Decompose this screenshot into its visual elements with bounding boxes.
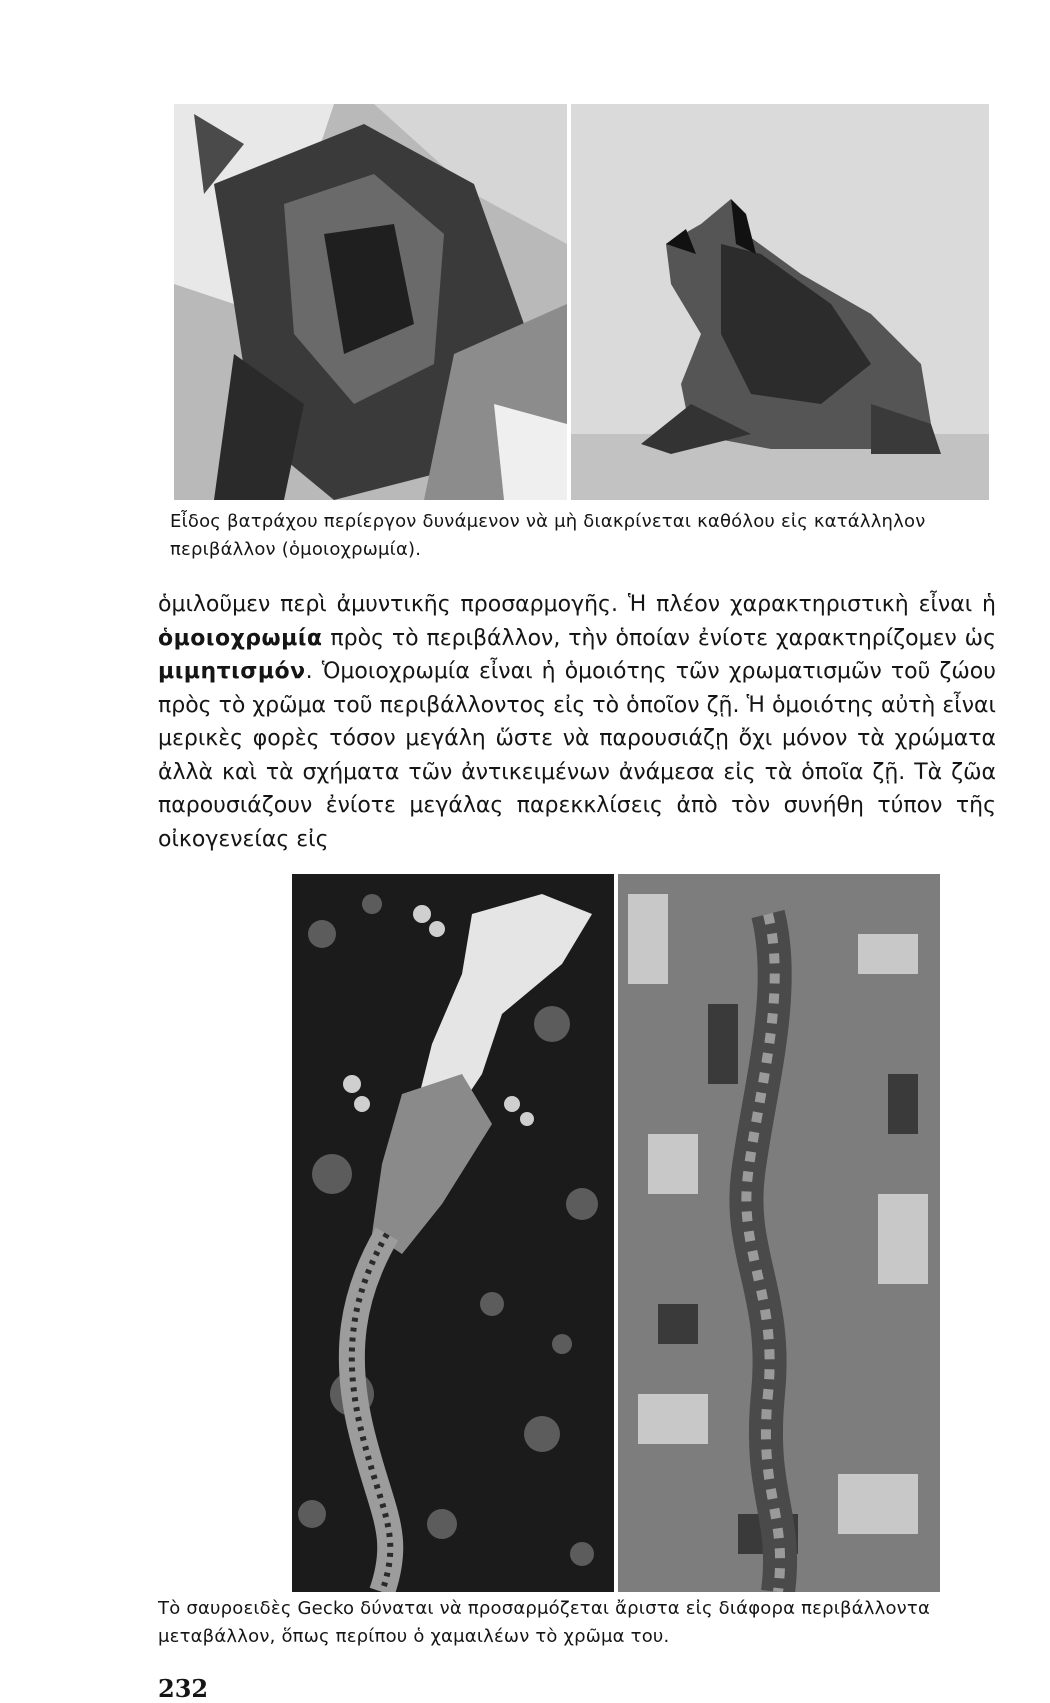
body-text-part-2: πρὸς τὸ περιβάλλον, τὴν ὁποίαν ἐνίοτε χαρακτηρίζομεν ὡς	[322, 625, 996, 651]
term-homochromy: ὁμοιοχρωμία	[158, 625, 323, 651]
bottom-figure-caption: Τὸ σαυροειδὲς Gecko δύναται νὰ προσαρμόζεται ἄριστα εἰς διάφορα περιβάλλοντα μεταβάλλον, ὅπως περίπου ὁ χαμαιλέων τὸ χρῶμα του.	[158, 1598, 931, 1647]
body-text-part-3: . Ὁμοιοχρωμία εἶναι ἡ ὁμοιότης τῶν χρωματισμῶν τοῦ ζώου πρὸς τὸ χρῶμα τοῦ περιβάλλοντος εἰς τὸ ὁποῖον ζῇ. Ἡ ὁμοιότης αὐτὴ εἶναι μερικὲς φορὲς τόσον μεγάλη ὥστε νὰ παρουσιάζῃ ὄχι μόνον τὰ χρώματα ἀλλὰ καὶ τὰ σχήματα τῶν ἀντικειμένων ἀνάμεσα εἰς τὰ ὁποῖα ζῇ. Τὰ ζῶα παρουσιάζουν ἐνίοτε μεγάλας παρεκκλίσεις ἀπὸ τὸν συνήθη τύπον τῆς οἰκογενείας εἰς	[158, 659, 996, 852]
body-paragraph	[158, 588, 996, 856]
horned-frog-photo	[571, 104, 989, 500]
frog-leaves-photo	[174, 104, 567, 500]
page-number: 232	[158, 1674, 209, 1703]
body-text-part-1: ὁμιλοῦμεν περὶ ἀμυντικῆς προσαρμογῆς. Ἡ πλέον χαρακτηριστικὴ εἶναι ἡ	[158, 592, 996, 617]
gecko-bark-photo	[618, 874, 940, 1592]
gecko-dark-photo	[292, 874, 614, 1592]
top-figure-caption: Εἶδος βατράχου περίεργον δυνάμενον νὰ μὴ διακρίνεται καθόλου εἰς κατάλληλον περιβάλλον (ὁμοιοχρωμία).	[170, 511, 926, 560]
term-mimicry: μιμητισμόν	[158, 659, 306, 684]
